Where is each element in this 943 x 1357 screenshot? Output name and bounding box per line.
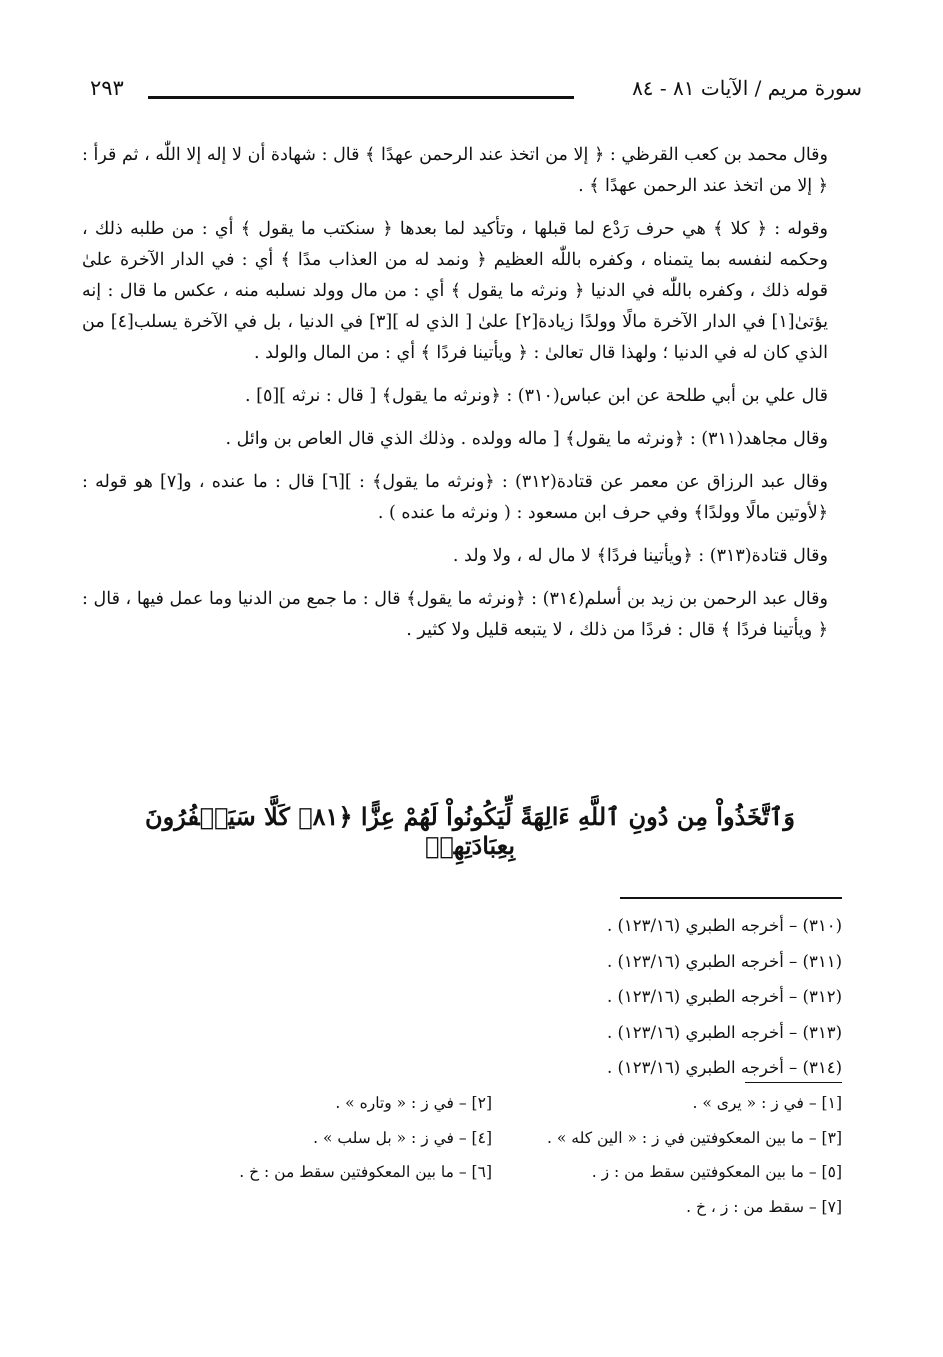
variant-note: [٣] – ما بين المعكوفتين في ز : « الين كله » .: [547, 1128, 842, 1147]
manuscript-variants: [100, 1094, 842, 1232]
variant-note: [٦] – ما بين المعكوفتين سقط من : خ .: [239, 1163, 492, 1181]
running-title: سورة مريم / الآيات ٨١ - ٨٤: [632, 76, 862, 100]
quran-verse: وَٱتَّخَذُواْ مِن دُونِ ٱللَّهِ ءَالِهَةً لِّيَكُونُواْ لَهُمْ عِزًّا ﴿٨١﴾ كَلَّا سَيَكۡفُرُونَ بِعِبَادَتِهِمۡ: [145, 802, 795, 860]
variant-row: [100, 1094, 842, 1129]
paragraph: وقال مجاهد(٣١١) : ﴿ونرثه ما يقول﴾ [ ماله وولده . وذلك الذي قال العاص بن وائل .: [225, 429, 828, 449]
variant-row: [100, 1129, 842, 1164]
variant-note: [100, 1198, 492, 1233]
footnote: (٣١٤) – أخرجه الطبري (١٢٣/١٦) .: [606, 1058, 842, 1077]
footnote: (٣١٢) – أخرجه الطبري (١٢٣/١٦) .: [606, 987, 842, 1006]
page-header: [78, 72, 862, 112]
variants-divider: [745, 1082, 842, 1083]
variant-note: [٢] – في ز : « وتاره » .: [335, 1094, 492, 1112]
paragraph: وقال محمد بن كعب القرظي : ﴿ إلا من اتخذ عند الرحمن عهدًا ﴾ قال : شهادة أن لا إله إلا اللّٰه ، ثم قرأ : ﴿ إلا من اتخذ عند الرحمن عهدًا ﴾ .: [82, 145, 828, 196]
paragraph: وقال قتادة(٣١٣) : ﴿ويأتينا فردًا﴾ لا مال له ، ولا ولد .: [452, 546, 828, 566]
header-rule: [148, 96, 574, 99]
variant-note: [١] – في ز : « يرى » .: [692, 1094, 842, 1112]
footnote: (٣١١) – أخرجه الطبري (١٢٣/١٦) .: [606, 951, 842, 971]
main-text: [82, 140, 862, 658]
footnote-divider: [620, 897, 842, 899]
variant-note: [٥] – ما بين المعكوفتين سقط من : ز .: [591, 1163, 842, 1181]
variant-note: [٧] – سقط من : ز ، خ .: [686, 1197, 842, 1216]
footnote: (٣١٠) – أخرجه الطبري (١٢٣/١٦) .: [606, 916, 842, 935]
variant-row: [100, 1198, 842, 1233]
paragraph: وقال عبد الرزاق عن معمر عن قتادة(٣١٢) : ﴿ونرثه ما يقول﴾ : ][٦] قال : ما عنده ، و[٧] هو قوله : ﴿لأوتين مالًا وولدًا﴾ وفي حرف ابن مسعود : ( ونرثه ما عنده ) .: [82, 472, 828, 523]
page-number: ٢٩٣: [90, 76, 124, 100]
paragraph: وقوله : ﴿ كلا ﴾ هي حرف رَدْع لما قبلها ، وتأكيد لما بعدها ﴿ سنكتب ما يقول ﴾ أي : من طلبه ذلك ، وحكمه لنفسه بما يتمناه ، وكفره باللّٰه العظيم ﴿ ونمد له من العذاب مدًا ﴾ أي : في الدار الآخرة علىٰ قوله ذلك ، وكفره باللّٰه في الدنيا ﴿ ونرثه ما يقول ﴾ أي : من مال وولد نسلبه منه ، عكس ما قال : إنه يؤتىٰ[١] في الدار الآخرة مالًا وولدًا زيادة[٢] علىٰ [ الذي له ][٣] في الدنيا ، بل في الآخرة يسلب[٤] من الذي كان له في الدنيا ؛ ولهذا قال تعالىٰ : ﴿ ويأتينا فردًا ﴾ أي : من المال والولد .: [82, 219, 828, 363]
paragraph: وقال عبد الرحمن بن زيد بن أسلم(٣١٤) : ﴿ونرثه ما يقول﴾ قال : ما جمع من الدنيا وما عمل فيها ، قال : ﴿ ويأتينا فردًا ﴾ قال : فردًا من ذلك ، لا يتبعه قليل ولا كثير .: [82, 589, 828, 640]
variant-note: [٤] – في ز : « بل سلب » .: [313, 1128, 492, 1147]
footnote: (٣١٣) – أخرجه الطبري (١٢٣/١٦) .: [606, 1022, 842, 1042]
footnotes: [420, 908, 842, 1086]
paragraph: قال علي بن أبي طلحة عن ابن عباس(٣١٠) : ﴿ونرثه ما يقول﴾ [ قال : نرثه ][٥] .: [245, 386, 828, 406]
variant-row: [100, 1163, 842, 1198]
